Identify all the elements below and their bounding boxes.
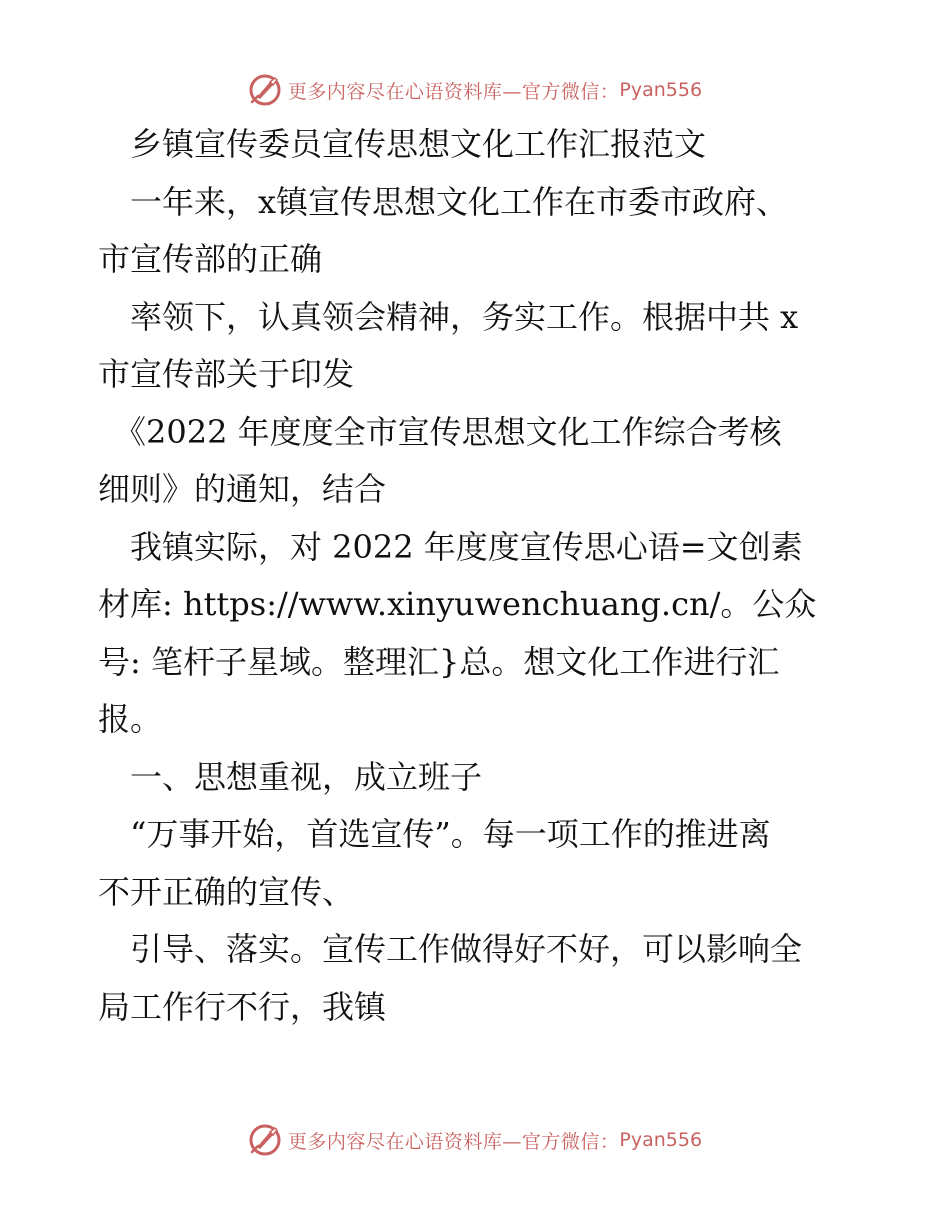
text-line: 我镇实际，对 2022 年度度宣传思心语=文创素	[98, 527, 803, 566]
text-line: 乡镇宣传委员宣传思想文化工作汇报范文	[98, 125, 707, 163]
text-line: 细则》的通知，结合	[98, 470, 387, 508]
quill-logo-icon	[248, 1123, 282, 1157]
watermark-account: Pyan556	[619, 1129, 703, 1151]
text-line: 一、思想重视，成立班子	[98, 757, 483, 796]
text-line: 报。	[98, 700, 163, 738]
footer-watermark	[0, 1120, 950, 1160]
text-line: “万事开始，首选宣传”。每一项工作的推进离	[98, 815, 771, 853]
quill-logo-icon	[248, 73, 282, 107]
text-line: 局工作行不行，我镇	[98, 987, 387, 1026]
text-line: 号: 笔杆子星域。整理汇}总。想文化工作进行汇	[98, 642, 780, 681]
text-line: 材库: https://www.xinyuwenchuang.cn/。公众	[98, 585, 817, 623]
header-watermark	[0, 70, 950, 110]
text-line: 市宣传部的正确	[98, 240, 323, 278]
text-line: 率领下，认真领会精神，务实工作。根据中共 x	[98, 297, 799, 336]
watermark-brand-text: 更多内容尽在心语资料库—官方微信：	[287, 80, 620, 103]
text-line: 一年来，x镇宣传思想文化工作在市委市政府、	[98, 182, 789, 221]
document-body	[98, 116, 858, 1036]
watermark-brand-text: 更多内容尽在心语资料库—官方微信：	[287, 1130, 620, 1153]
text-line: 引导、落实。宣传工作做得好不好，可以影响全	[98, 930, 803, 968]
watermark-account: Pyan556	[619, 79, 703, 101]
text-line: 《2022 年度度全市宣传思想文化工作综合考核	[98, 412, 782, 451]
text-line: 市宣传部关于印发	[98, 355, 355, 393]
text-line: 不开正确的宣传、	[98, 872, 355, 911]
